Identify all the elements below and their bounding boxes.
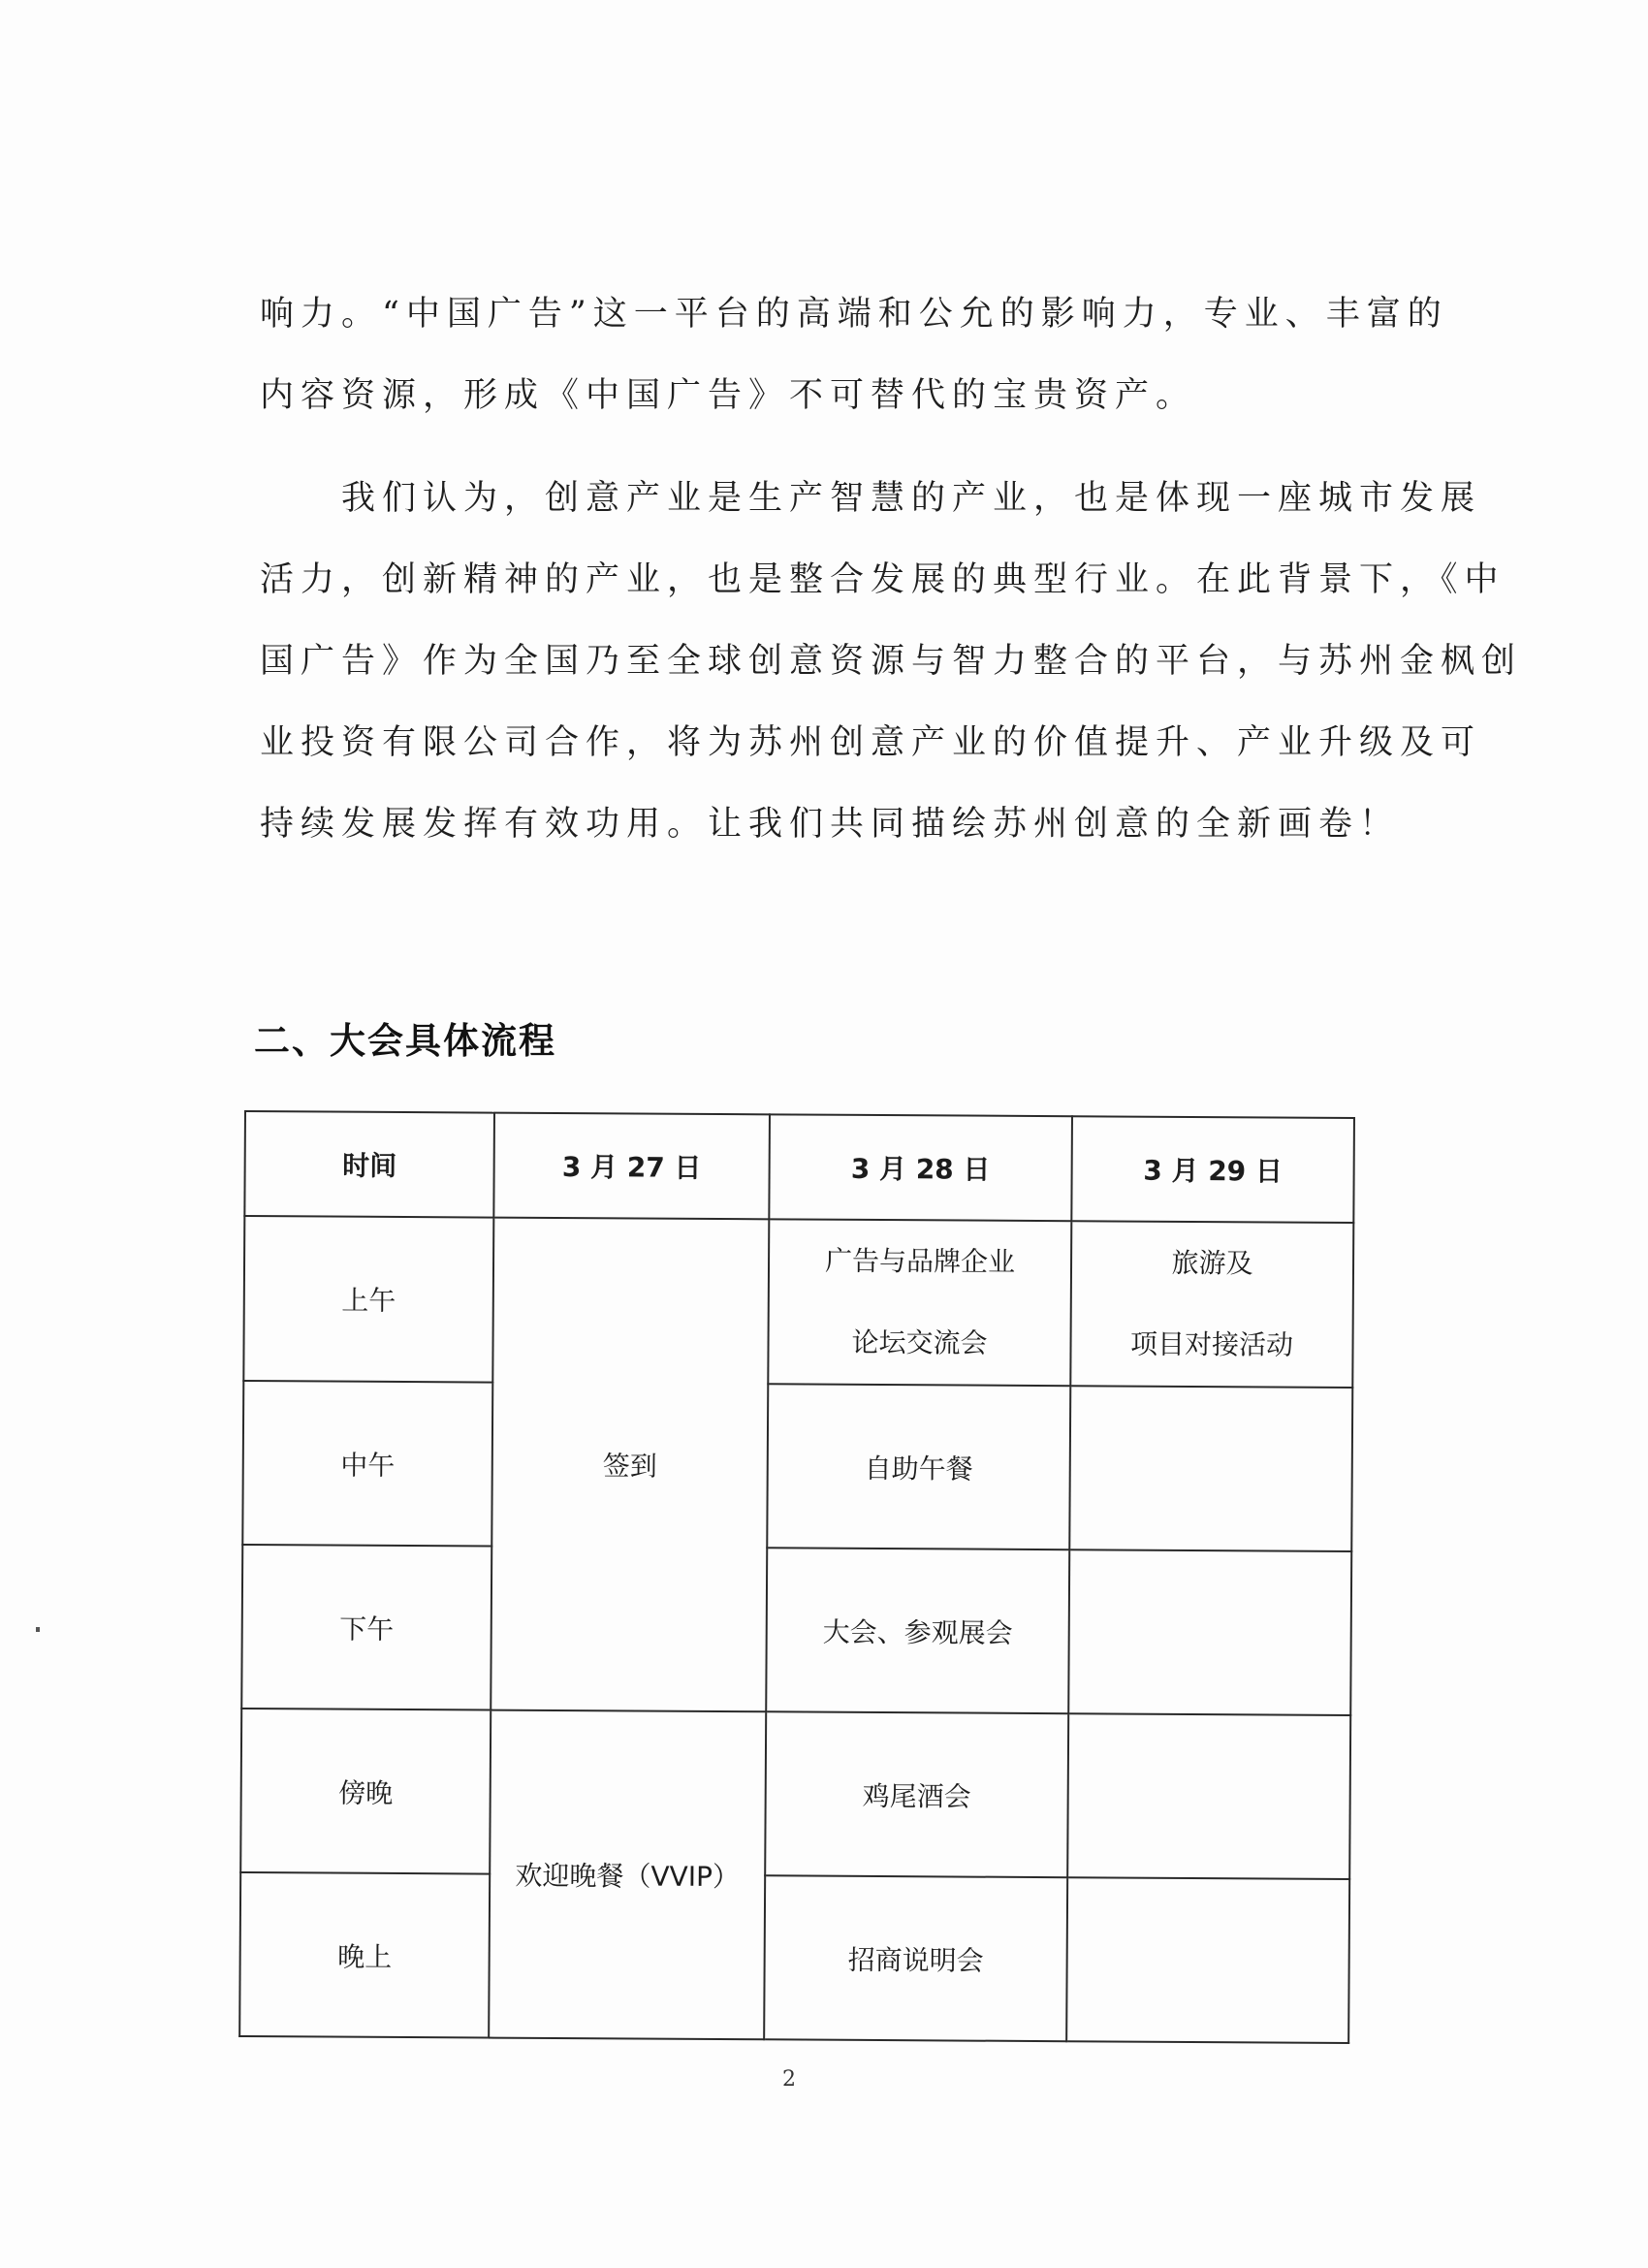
text-line: 国广告》作为全国乃至全球创意资源与智力整合的平台，与苏州金枫创 [260, 642, 1523, 681]
cell-line: 论坛交流会 [851, 1326, 988, 1359]
schedule-table [238, 1110, 1355, 2044]
cell-line: 项目对接活动 [1129, 1327, 1294, 1361]
table-row [240, 1709, 1350, 1879]
table-row [239, 1872, 1349, 2043]
page-number: 2 [782, 2067, 796, 2092]
text-line: 响力。“中国广告”这一平台的高端和公允的影响力，专业、丰富的 [260, 295, 1448, 334]
mar28-cell: 自助午餐 [767, 1384, 1070, 1549]
text-line: 我们认为，创意产业是生产智慧的产业，也是体现一座城市发展 [260, 479, 1482, 518]
mar28-cell: 大会、参观展会 [766, 1548, 1069, 1713]
mar27-dinner-cell: 欢迎晚餐（VVIP） [489, 1710, 766, 2040]
text-line: 内容资源，形成《中国广告》不可替代的宝贵资产。 [260, 376, 1197, 415]
mar27-signin-cell: 签到 [491, 1218, 769, 1712]
text-line: 业投资有限公司合作，将为苏州创意产业的价值提升、产业升级及可 [260, 723, 1482, 762]
scan-speck [36, 1627, 40, 1632]
table-row [243, 1216, 1353, 1388]
header-mar29: 3 月 29 日 [1071, 1116, 1354, 1223]
mar28-cell: 鸡尾酒会 [765, 1711, 1068, 1877]
time-cell: 中午 [242, 1381, 492, 1547]
mar29-cell [1066, 1877, 1349, 2043]
mar29-cell [1068, 1549, 1351, 1715]
intro-paragraph-2 [260, 458, 1523, 865]
mar29-cell [1070, 1221, 1353, 1388]
time-cell: 傍晚 [240, 1709, 491, 1874]
cell-line: 旅游及 [1171, 1246, 1253, 1280]
time-cell: 下午 [241, 1545, 491, 1710]
header-mar28: 3 月 28 日 [769, 1114, 1072, 1221]
time-cell: 上午 [243, 1216, 493, 1383]
text-line: 持续发展发挥有效功用。让我们共同描绘苏州创意的全新画卷！ [260, 805, 1401, 844]
time-cell: 晚上 [239, 1872, 490, 2038]
mar28-cell: 招商说明会 [764, 1875, 1067, 2041]
table-row [241, 1545, 1351, 1715]
header-time: 时间 [244, 1111, 494, 1218]
cell-line: 广告与品牌企业 [824, 1244, 1016, 1278]
mar28-cell [768, 1219, 1071, 1386]
table-header-row [244, 1111, 1354, 1223]
intro-paragraph-1 [260, 273, 1448, 436]
header-mar27: 3 月 27 日 [493, 1113, 770, 1220]
mar29-cell [1067, 1713, 1350, 1879]
text-line: 活力，创新精神的产业，也是整合发展的典型行业。在此背景下，《中 [260, 560, 1505, 599]
section-heading: 二、大会具体流程 [254, 1020, 556, 1062]
mar29-cell [1069, 1386, 1352, 1551]
table-row [242, 1381, 1352, 1551]
